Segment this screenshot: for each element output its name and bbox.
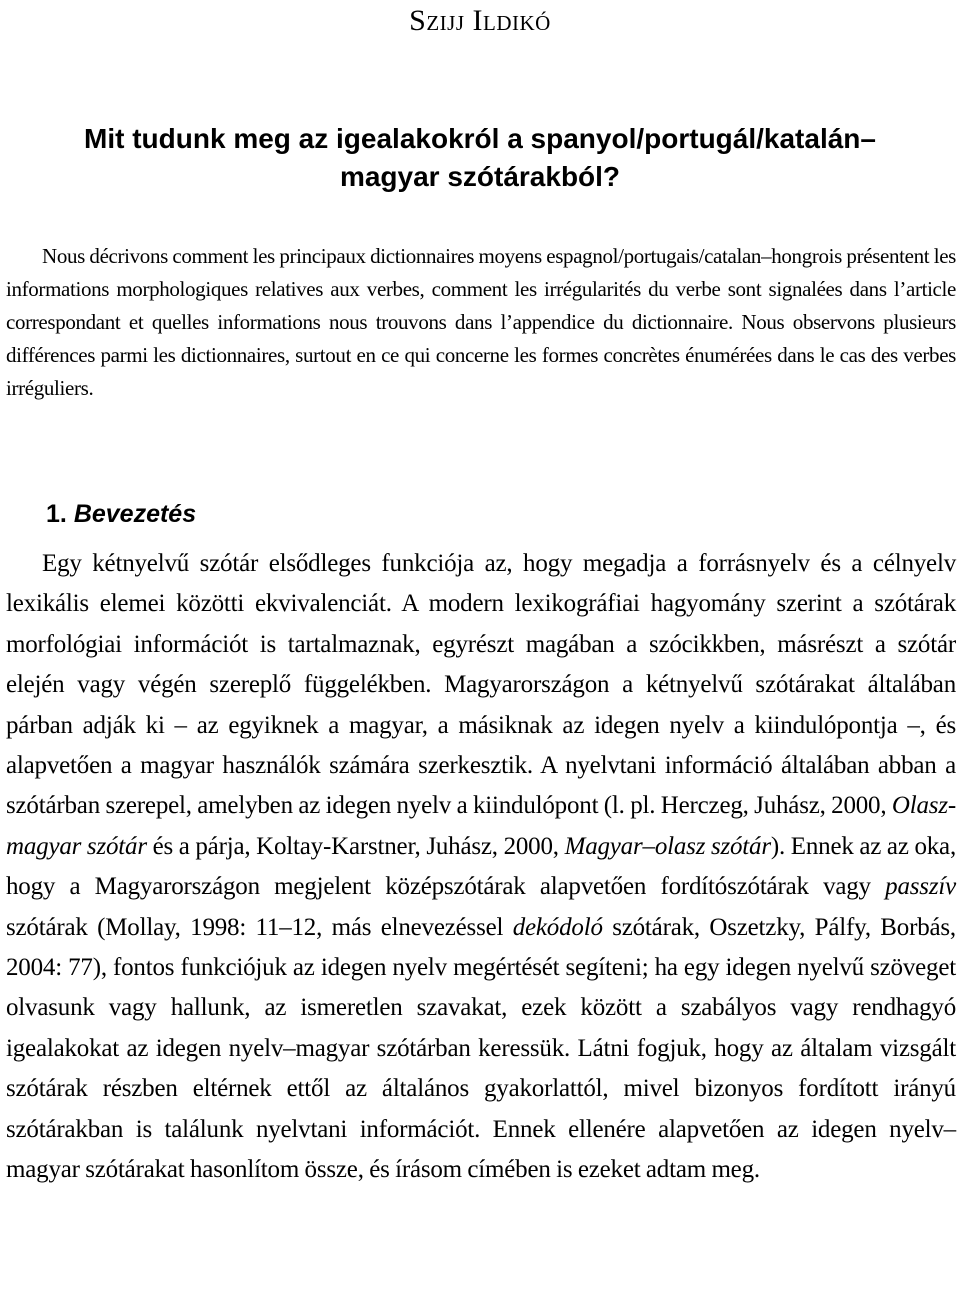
body-text-segment: Egy kétnyelvű szótár elsődleges funkciója az, hogy megadja a forrásnyelv és a célnyelv lexikális elemei közötti ekvivalenciát. A modern lexikográfiai hagyomány szerint a szótárak morfológiai információt is tartalmaznak, egyrészt magában a szócikkben, másrészt a szótár elején vagy végén szereplő függelékben. Magyarországon a kétnyelvű szótárakat általában párban adják ki – az egyiknek a magyar, a másiknak az idegen nyelv a kiindulópontja –, és alapvetően a magyar használók számára szerkesztik. A nyelvtani információ általában abban a szótárban szerepel, amelyben az idegen nyelv a kiindulópont (l. pl. Herczeg, Juhász, 2000, — [6, 550, 956, 820]
term-passziv: passzív — [885, 873, 956, 901]
body-paragraph — [6, 544, 956, 1191]
author-name: Szijj Ildikó — [409, 4, 551, 37]
section-title: Bevezetés — [73, 500, 197, 528]
body-text-segment: szótárak, Oszetzky, Pálfy, Borbás, 2004: 77), fontos funkciójuk az idegen nyelv megértését segíteni; ha egy idegen nyelvű szöveget olvasunk vagy hallunk, az ismeretlen szavakat, ezek között a szabályos vagy rendhagyó igealakokat az idegen nyelv–magyar szótárban keressük. Látni fogjuk, hogy az általam vizsgált szótárak részben eltérnek ettől az általános gyakorlattól, mivel bizonyos fordított irányú szótárakban is találunk nyelvtani információt. Ennek ellenére alapvetően az idegen nyelv–magyar szótárakat hasonlítom össze, és írásom címében is ezeket adtam meg. — [6, 913, 956, 1184]
body-text-segment: és a párja, Koltay-Karstner, Juhász, 2000, — [146, 832, 565, 860]
paper-title — [0, 120, 960, 196]
body-text-segment: szótárak (Mollay, 1998: 11–12, más elnevezéssel — [6, 913, 513, 941]
cited-title-olasz-magyar: Olasz-magyar szótár — [6, 792, 956, 860]
cited-title-magyar-olasz: Magyar–olasz szótár — [564, 832, 771, 860]
term-dekodolo: dekódoló — [512, 913, 603, 941]
section-heading — [46, 500, 196, 529]
body-text-segment: ). Ennek az az oka, hogy a Magyarországon megjelent középszótárak alapvetően fordítószótárak vagy — [6, 832, 956, 901]
title-line-1: Mit tudunk meg az igealakokról a spanyol/portugál/katalán– — [84, 123, 876, 154]
title-line-2: magyar szótárakból? — [339, 161, 621, 192]
abstract-paragraph: Nous décrivons comment les principaux dictionnaires moyens espagnol/portugais/catalan–hongrois présentent les informations morphologiques relatives aux verbes, comment les irrégularités du verbe sont signalées dans l’article correspondant et quelles informations nous trouvons dans l’appendice du dictionnaire. Nous observons plusieurs différences parmi les dictionnaires, surtout en ce qui concerne les formes concrètes énumérées dans le cas des verbes irréguliers. — [6, 244, 956, 400]
section-number: 1. — [46, 500, 67, 528]
